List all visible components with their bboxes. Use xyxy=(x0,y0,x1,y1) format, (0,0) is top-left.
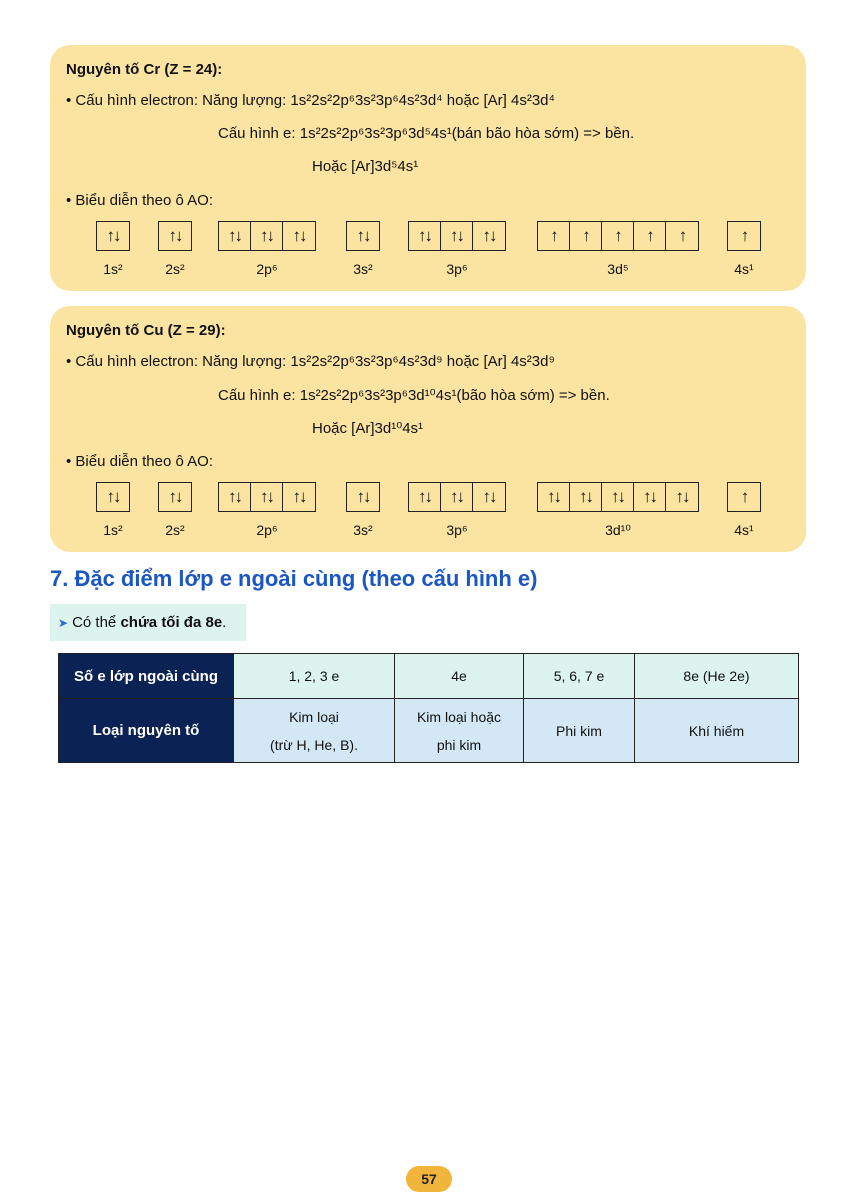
orbital-boxes xyxy=(96,221,130,251)
orbital-boxes xyxy=(727,482,761,512)
orbital-box: ↑↓ xyxy=(634,483,666,511)
orbital-box: ↑↓ xyxy=(292,487,306,506)
orbital-box: ↑↓ xyxy=(168,487,182,506)
table-cell: 8e (He 2e) xyxy=(635,654,799,699)
orbital-label: 2s² xyxy=(165,261,185,277)
short-config: Hoặc [Ar]3d¹⁰4s¹ xyxy=(312,420,424,437)
orbital-label: 4s¹ xyxy=(734,261,754,277)
callout xyxy=(50,604,246,641)
orbital-boxes xyxy=(346,482,380,512)
callout-suffix: . xyxy=(222,614,227,631)
orbital-box: ↑↓ xyxy=(168,226,182,245)
row-header: Loại nguyên tố xyxy=(59,699,234,763)
orbital-box: ↑↓ xyxy=(538,483,570,511)
orbital-box: ↑↓ xyxy=(219,483,251,511)
orbital-label: 3s² xyxy=(353,522,373,538)
energy-config: • Cấu hình electron: Năng lượng: 1s²2s²2p⁶3s²3p⁶4s²3d⁹ hoặc [Ar] 4s²3d⁹ xyxy=(66,353,555,370)
table-cell: Kim loại hoặc phi kim xyxy=(395,699,524,763)
orbital-boxes xyxy=(218,482,316,512)
section-heading: 7. Đặc điểm lớp e ngoài cùng (theo cấu hình e) xyxy=(50,566,538,591)
orbital-group xyxy=(408,482,506,538)
orbital-boxes xyxy=(96,482,130,512)
orbital-box: ↑↓ xyxy=(570,483,602,511)
arrow-bullet-icon: ➤ xyxy=(58,616,69,630)
orbital-group xyxy=(346,482,380,538)
orbital-label: 3d⁵ xyxy=(607,261,629,277)
orbital-group xyxy=(96,482,130,538)
orbital-group xyxy=(218,221,316,277)
orbital-group xyxy=(408,221,506,277)
orbital-label: 4s¹ xyxy=(734,522,754,538)
orbital-label: 3p⁶ xyxy=(446,522,468,538)
table-row xyxy=(59,699,799,763)
orbital-group xyxy=(727,221,761,277)
orbital-box: ↑↓ xyxy=(441,483,473,511)
orbital-box: ↑↓ xyxy=(106,226,120,245)
orbital-boxes xyxy=(537,221,699,251)
orbital-box: ↑↓ xyxy=(409,483,441,511)
orbital-group xyxy=(96,221,130,277)
ao-label: • Biểu diễn theo ô AO: xyxy=(66,453,214,470)
orbital-box: ↑↓ xyxy=(219,222,251,250)
orbital-label: 3d¹⁰ xyxy=(605,522,631,538)
table-cell: Kim loại (trừ H, He, B). xyxy=(234,699,395,763)
orbital-group xyxy=(158,221,192,277)
table-cell: Khí hiếm xyxy=(635,699,799,763)
ao-label: • Biểu diễn theo ô AO: xyxy=(66,192,214,209)
orbital-box: ↑↓ xyxy=(106,487,120,506)
orbital-box: ↑ xyxy=(602,222,634,250)
orbital-box: ↑↓ xyxy=(356,487,370,506)
orbital-diagram xyxy=(50,482,806,542)
callout-bold: chứa tối đa 8e xyxy=(120,614,223,631)
orbital-box: ↑↓ xyxy=(482,226,496,245)
orbital-box: ↑ xyxy=(538,222,570,250)
orbital-box: ↑↓ xyxy=(602,483,634,511)
table-cell: 1, 2, 3 e xyxy=(234,654,395,699)
orbital-box: ↑ xyxy=(570,222,602,250)
orbital-boxes xyxy=(218,221,316,251)
cr-config-card xyxy=(50,45,806,291)
orbital-box: ↑↓ xyxy=(251,222,283,250)
table-row xyxy=(59,654,799,699)
orbital-box: ↑ xyxy=(678,226,686,245)
table-cell: 5, 6, 7 e xyxy=(524,654,635,699)
electron-config: Cấu hình e: 1s²2s²2p⁶3s²3p⁶3d¹⁰4s¹(bão hòa sớm) => bền. xyxy=(218,387,610,404)
orbital-label: 3p⁶ xyxy=(446,261,468,277)
orbital-box: ↑↓ xyxy=(251,483,283,511)
orbital-group xyxy=(346,221,380,277)
orbital-box: ↑↓ xyxy=(482,487,496,506)
orbital-boxes xyxy=(158,221,192,251)
orbital-label: 2s² xyxy=(165,522,185,538)
card-title: Nguyên tố Cu (Z = 29): xyxy=(66,322,226,339)
orbital-boxes xyxy=(346,221,380,251)
orbital-group xyxy=(218,482,316,538)
table-cell: 4e xyxy=(395,654,524,699)
short-config: Hoặc [Ar]3d⁵4s¹ xyxy=(312,158,419,175)
orbital-boxes xyxy=(408,482,506,512)
energy-config: • Cấu hình electron: Năng lượng: 1s²2s²2p⁶3s²3p⁶4s²3d⁴ hoặc [Ar] 4s²3d⁴ xyxy=(66,92,555,109)
row-header: Số e lớp ngoài cùng xyxy=(59,654,234,699)
orbital-box: ↑↓ xyxy=(356,226,370,245)
orbital-box: ↑↓ xyxy=(409,222,441,250)
orbital-box: ↑ xyxy=(740,226,748,245)
table-cell: Phi kim xyxy=(524,699,635,763)
orbital-diagram xyxy=(50,221,806,281)
orbital-label: 2p⁶ xyxy=(256,261,278,277)
orbital-boxes xyxy=(408,221,506,251)
orbital-label: 1s² xyxy=(103,261,123,277)
outer-shell-table xyxy=(58,653,799,763)
orbital-boxes xyxy=(158,482,192,512)
orbital-box: ↑ xyxy=(634,222,666,250)
callout-text: Có thể xyxy=(72,614,121,631)
orbital-group xyxy=(158,482,192,538)
orbital-group xyxy=(537,221,699,277)
orbital-group xyxy=(727,482,761,538)
orbital-box: ↑↓ xyxy=(675,487,689,506)
orbital-group xyxy=(537,482,699,539)
orbital-box: ↑↓ xyxy=(441,222,473,250)
orbital-label: 2p⁶ xyxy=(256,522,278,538)
page-number: 57 xyxy=(406,1166,452,1192)
cu-config-card xyxy=(50,306,806,552)
orbital-boxes xyxy=(537,482,699,512)
electron-config: Cấu hình e: 1s²2s²2p⁶3s²3p⁶3d⁵4s¹(bán bão hòa sớm) => bền. xyxy=(218,125,635,142)
card-title: Nguyên tố Cr (Z = 24): xyxy=(66,61,223,78)
orbital-box: ↑↓ xyxy=(292,226,306,245)
orbital-boxes xyxy=(727,221,761,251)
orbital-label: 3s² xyxy=(353,261,373,277)
orbital-box: ↑ xyxy=(740,487,748,506)
orbital-label: 1s² xyxy=(103,522,123,538)
